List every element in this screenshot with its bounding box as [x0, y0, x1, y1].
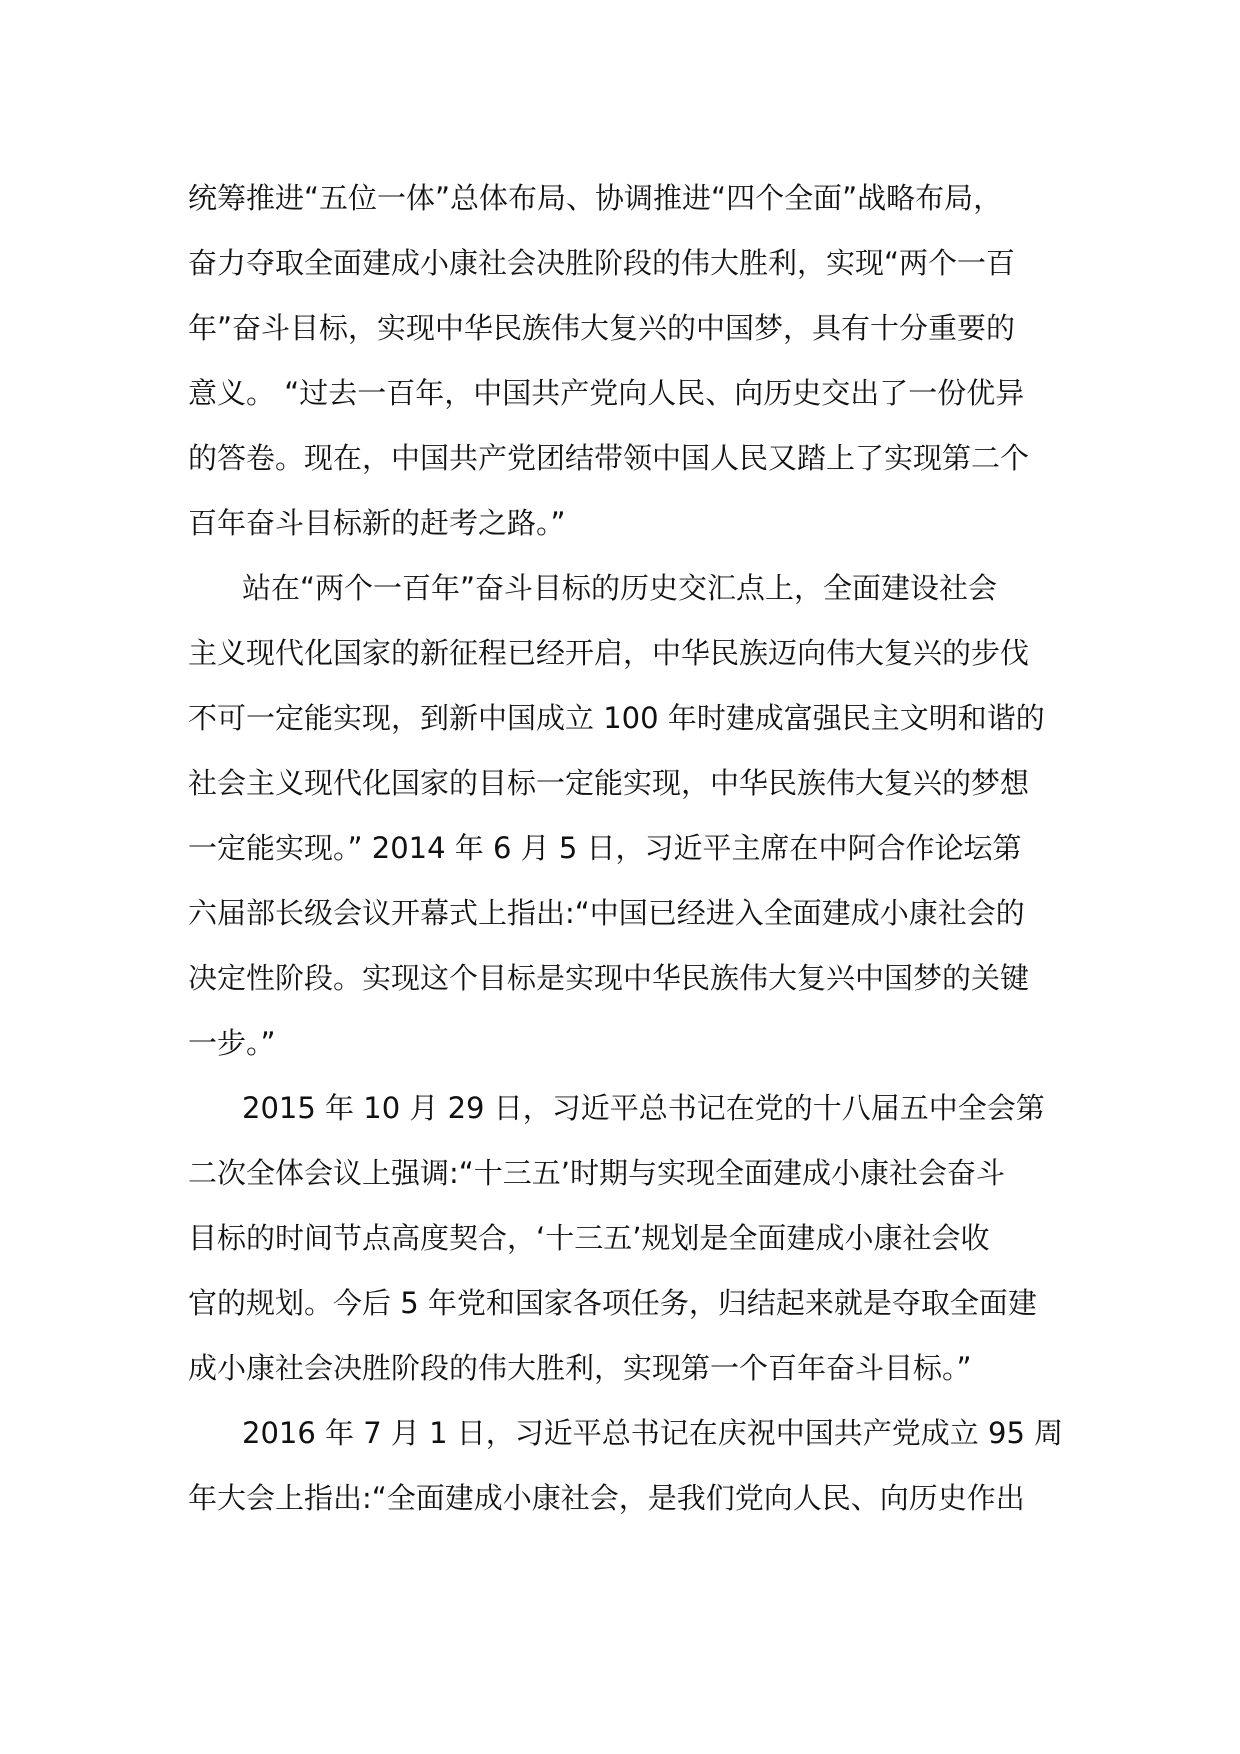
text-line: 的答卷。现在，中国共产党团结带领中国人民又踏上了实现第二个 [188, 441, 1030, 475]
text-line: 决定性阶段。实现这个目标是实现中华民族伟大复兴中国梦的关键 [188, 961, 1030, 995]
text-line: 奋力夺取全面建成小康社会决胜阶段的伟大胜利，实现“两个一百 [188, 246, 1016, 280]
text-line: 主义现代化国家的新征程已经开启，中华民族迈向伟大复兴的步伐 [188, 636, 1030, 670]
text-line: 年大会上指出:“全面建成小康社会，是我们党向人民、向历史作出 [188, 1481, 1025, 1515]
text-line: 一步。” [188, 1026, 276, 1060]
text-line: 统筹推进“五位一体”总体布局、协调推进“四个全面”战略布局， [188, 181, 1003, 215]
paragraph-first-line: 站在“两个一百年”奋斗目标的历史交汇点上，全面建设社会 [242, 571, 998, 605]
text-line: 目标的时间节点高度契合，‘十三五’规划是全面建成小康社会收 [188, 1221, 990, 1255]
text-line: 官的规划。今后 5 年党和国家各项任务，归结起来就是夺取全面建 [188, 1286, 1037, 1320]
text-line: 社会主义现代化国家的目标一定能实现，中华民族伟大复兴的梦想 [188, 766, 1030, 800]
text-line: 成小康社会决胜阶段的伟大胜利，实现第一个百年奋斗目标。” [188, 1351, 972, 1385]
text-line: 百年奋斗目标新的赶考之路。” [188, 506, 566, 540]
text-line: 意义。 “过去一百年，中国共产党向人民、向历史交出了一份优异 [188, 376, 1025, 410]
text-line: 不可一定能实现，到新中国成立 100 年时建成富强民主文明和谐的 [188, 701, 1045, 735]
paragraph-first-line: 2015 年 10 月 29 日，习近平总书记在党的十八届五中全会第 [242, 1091, 1045, 1125]
text-line: 二次全体会议上强调:“十三五’时期与实现全面建成小康社会奋斗 [188, 1156, 1006, 1190]
text-line: 六届部长级会议开幕式上指出:“中国已经进入全面建成小康社会的 [188, 896, 1025, 930]
paragraph-first-line: 2016 年 7 月 1 日，习近平总书记在庆祝中国共产党成立 95 周 [242, 1416, 1064, 1450]
document-body [188, 166, 1068, 1531]
text-line: 年”奋斗目标，实现中华民族伟大复兴的中国梦，具有十分重要的 [188, 311, 1016, 345]
text-line: 一定能实现。” 2014 年 6 月 5 日，习近平主席在中阿合作论坛第 [188, 831, 1022, 865]
